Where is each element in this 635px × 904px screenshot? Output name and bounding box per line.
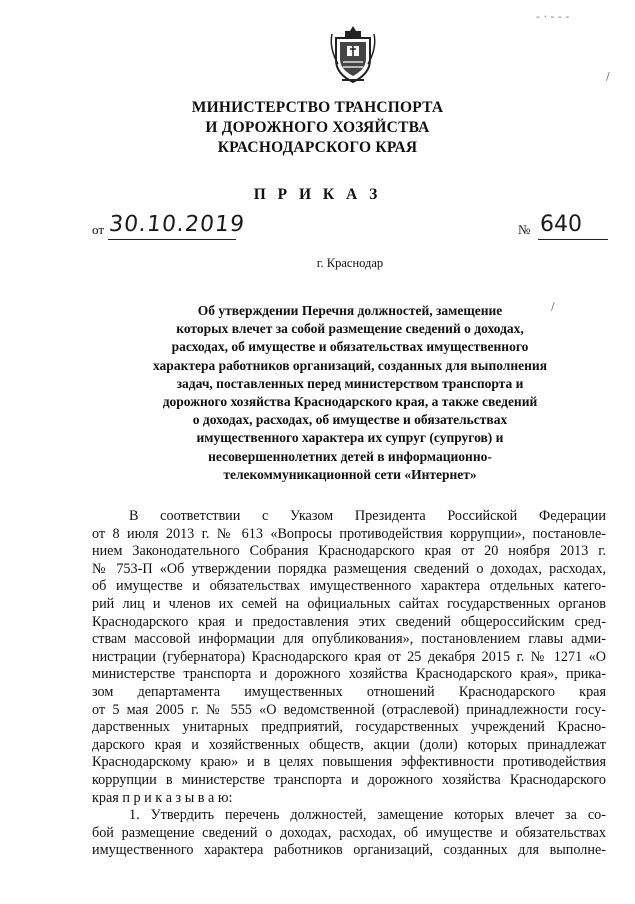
document-type: П Р И К А З (253, 186, 382, 203)
scan-mark: / (551, 300, 555, 313)
ministry-line: КРАСНОДАРСКОГО КРАЯ (217, 139, 418, 156)
body-line: от 5 мая 2005 г. № 555 «О ведомственной (отраслевой) принадлежности госу- (92, 701, 606, 718)
order-number (518, 214, 610, 240)
title-line: о доходах, расходах, об имуществе и обязательствах (192, 412, 508, 428)
order-title (100, 302, 600, 484)
date-value: 30.10.2019 (107, 212, 247, 237)
title-line: несовершеннолетних детей в информационно- (208, 448, 492, 464)
ministry-name (0, 98, 635, 158)
title-line: Об утверждении Перечня должностей, замещение (197, 303, 503, 318)
title-line: телекоммуникационной сети «Интернет» (223, 466, 477, 482)
body-line: министерстве транспорта и дорожного хозяйства Краснодарского края», прика- (92, 666, 606, 683)
body-line: зом департамента имущественных отношений Краснодарского края (92, 683, 606, 700)
body-line: В соответствии с Указом Президента Российской Федерации (129, 508, 606, 524)
scan-mark: ‑ · ‑ ‑ ‑ (536, 10, 570, 23)
coat-of-arms-icon (328, 24, 378, 86)
title-line: имущественного характера их супруг (супругов) и (196, 430, 504, 446)
number-underline (538, 239, 608, 240)
order-date (92, 214, 252, 240)
scan-mark: / (606, 70, 610, 83)
title-line: дорожного хозяйства Краснодарского края, а также сведений (162, 394, 538, 410)
body-line: Краснодарскому краю» и в целях повышения эффективности противодействия (92, 754, 606, 771)
body-line: бой размещение сведений о доходах, расходах, об имуществе и обязательствах (92, 824, 606, 841)
ministry-line: МИНИСТЕРСТВО ТРАНСПОРТА (191, 99, 444, 116)
body-line: № 753-П «Об утверждении порядка размещения сведений о доходах, расходах, (92, 560, 606, 577)
body-line: имущественного характера работников организаций, созданных для выполне- (92, 842, 606, 859)
order-body (92, 508, 606, 860)
number-value: 640 (540, 212, 582, 237)
body-line: об имуществе и обязательствах имущественного характера отдельных катего- (92, 578, 606, 595)
title-line: задач, поставленных перед министерством транспорта и (176, 375, 524, 391)
title-line: расходах, об имуществе и обязательствах имущественного (171, 339, 529, 355)
date-underline (108, 239, 236, 240)
body-line: рий лиц и членов их семей на официальных сайтах государственных органов (92, 595, 606, 612)
body-line: 1. Утвердить перечень должностей, замещение которых влечет за со- (129, 807, 606, 824)
title-line: которых влечет за собой размещение сведений о доходах, (176, 321, 524, 337)
body-line: нием Законодательного Собрания Краснодарского края от 20 ноября 2013 г. (92, 543, 606, 560)
city: г. Краснодар (316, 256, 384, 270)
title-line: характера работников организаций, созданных для выполнения (152, 357, 548, 373)
body-line: дарственных унитарных предприятий, государственных учреждений Красно- (92, 719, 606, 736)
body-line: края п р и к а з ы в а ю: (92, 789, 233, 806)
body-line: от 8 июля 2013 г. № 613 «Вопросы противодействия коррупции», постановле- (92, 525, 606, 542)
body-line: нистрации (губернатора) Краснодарского края от 25 декабря 2015 г. № 1271 «О (92, 648, 606, 665)
date-prefix: от (92, 222, 105, 237)
body-line: дарского края и хозяйственных обществ, акции (доли) которых принадлежат (92, 736, 606, 753)
ministry-line: И ДОРОЖНОГО ХОЗЯЙСТВА (205, 119, 430, 136)
body-line: ствам массовой информации для опубликования», постановлением главы адми- (92, 631, 606, 648)
body-line: Краснодарского края и предоставления этих сведений общероссийским сред- (92, 613, 606, 630)
number-prefix: № (518, 222, 531, 237)
body-line: коррупции в министерстве транспорта и дорожного хозяйства Краснодарского (92, 771, 606, 788)
